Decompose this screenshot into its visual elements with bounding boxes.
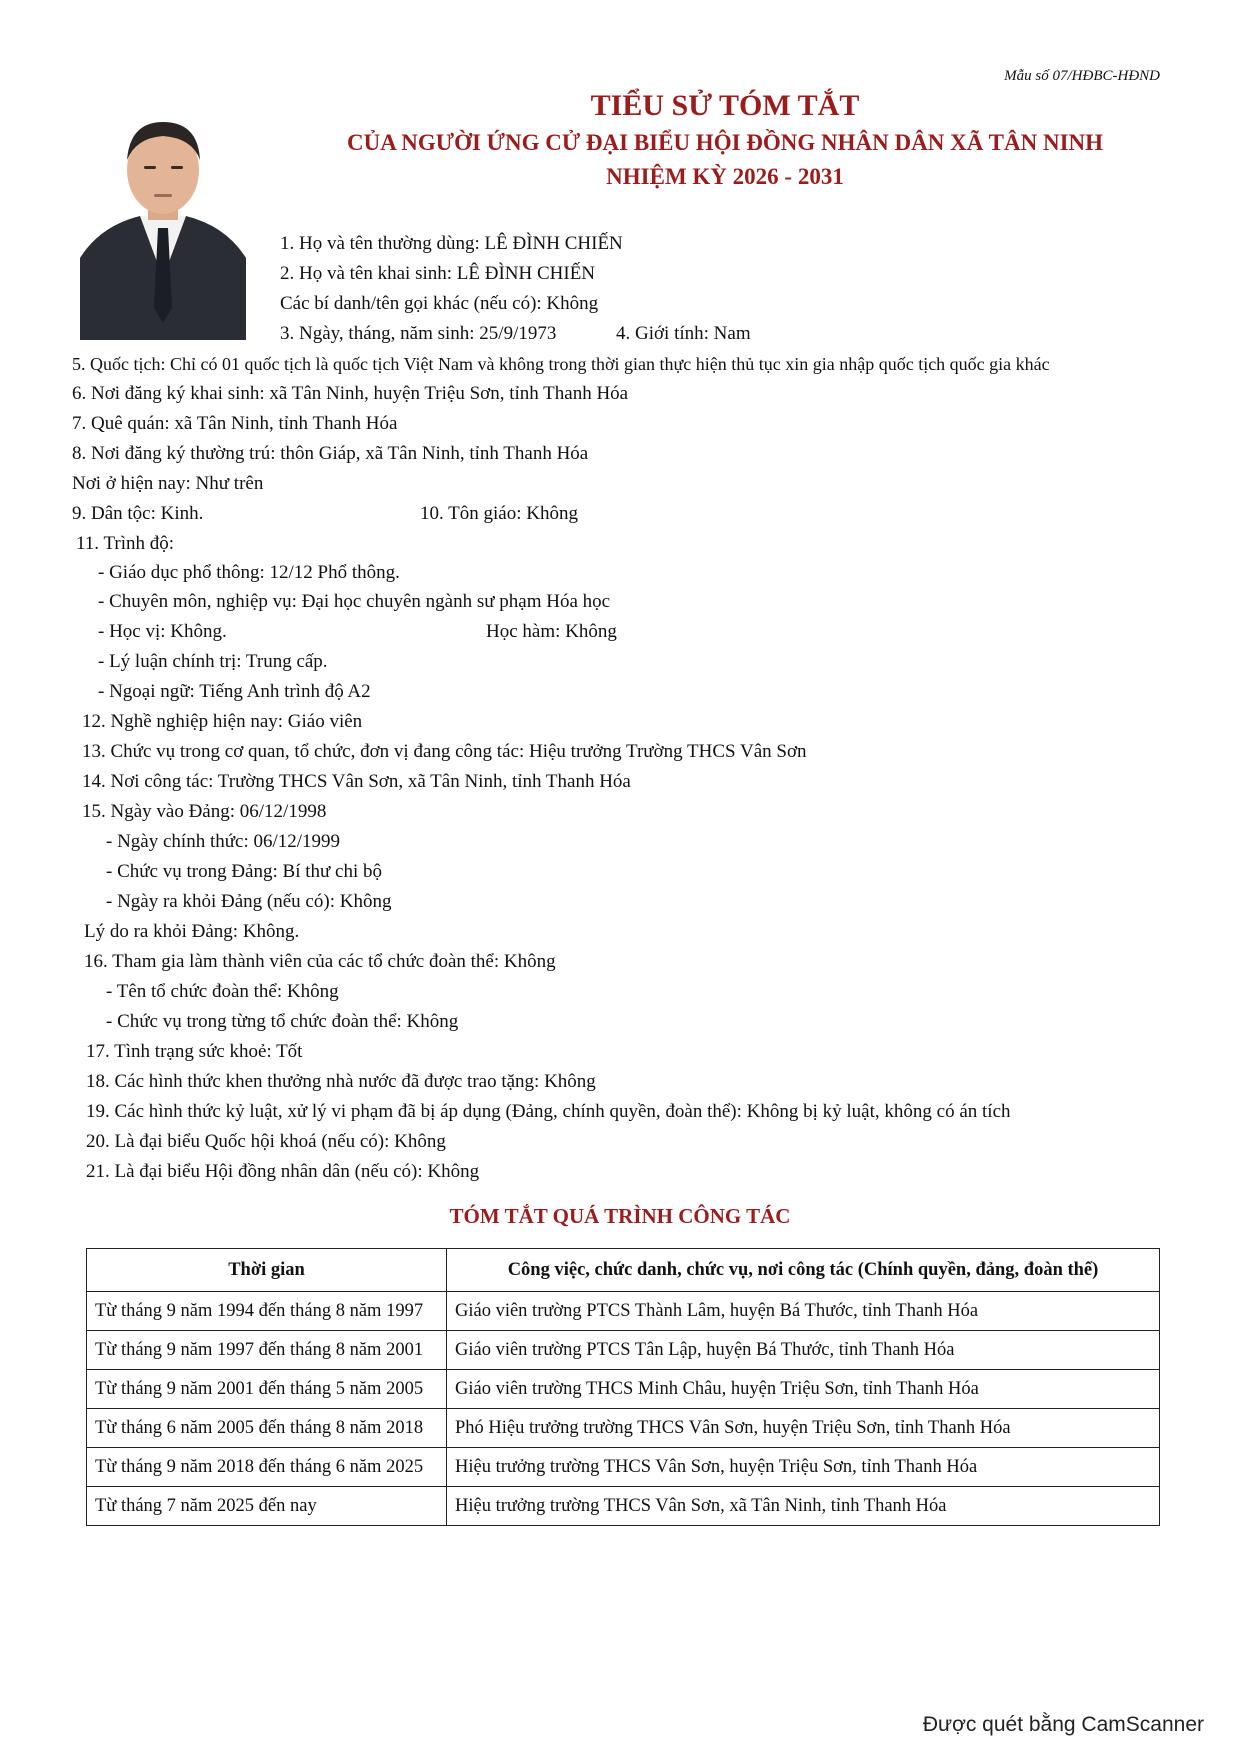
table-row [87,1409,1160,1448]
field-party-leave-date: - Ngày ra khỏi Đảng (nếu có): Không [106,891,392,912]
column-header-period: Thời gian [87,1249,447,1292]
table-row [87,1292,1160,1331]
cell-role: Phó Hiệu trưởng trường THCS Vân Sơn, huyện Triệu Sơn, tỉnh Thanh Hóa [447,1409,1160,1448]
document-subtitle: CỦA NGƯỜI ỨNG CỬ ĐẠI BIỂU HỘI ĐỒNG NHÂN DÂN XÃ TÂN NINH [346,130,1104,155]
field-academic-title: Học hàm: Không [486,621,617,642]
field-political-theory: - Lý luận chính trị: Trung cấp. [98,651,328,672]
cell-role: Giáo viên trường PTCS Tân Lập, huyện Bá Thước, tỉnh Thanh Hóa [447,1331,1160,1370]
field-birth-name: 2. Họ và tên khai sinh: LÊ ĐÌNH CHIẾN [280,263,596,284]
cell-period: Từ tháng 6 năm 2005 đến tháng 8 năm 2018 [87,1409,447,1448]
candidate-portrait [80,108,246,340]
cell-role: Hiệu trưởng trường THCS Vân Sơn, xã Tân Ninh, tỉnh Thanh Hóa [447,1487,1160,1526]
field-common-name: 1. Họ và tên thường dùng: LÊ ĐÌNH CHIẾN [280,233,623,254]
field-position: 13. Chức vụ trong cơ quan, tổ chức, đơn vị đang công tác: Hiệu trưởng Trường THCS Vân Sơn [82,741,807,762]
field-ethnicity: 9. Dân tộc: Kinh. [72,503,204,524]
work-history-table [86,1248,1160,1526]
field-nationality: 5. Quốc tịch: Chỉ có 01 quốc tịch là quốc tịch Việt Nam và không trong thời gian thực hiện thủ tục xin gia nhập quốc tịch quốc gia khác [72,354,1050,374]
cell-period: Từ tháng 9 năm 2001 đến tháng 5 năm 2005 [87,1370,447,1409]
table-header-row [87,1249,1160,1292]
field-peoples-council: 21. Là đại biểu Hội đồng nhân dân (nếu có): Không [86,1161,480,1182]
field-occupation: 12. Nghề nghiệp hiện nay: Giáo viên [82,711,363,732]
cell-role: Giáo viên trường PTCS Thành Lâm, huyện Bá Thước, tỉnh Thanh Hóa [447,1292,1160,1331]
table-row [87,1448,1160,1487]
field-organizations: 16. Tham gia làm thành viên của các tổ chức đoàn thể: Không [84,951,556,972]
document-header [250,86,1200,194]
field-aliases: Các bí danh/tên gọi khác (nếu có): Không [280,293,599,314]
field-foreign-language: - Ngoại ngữ: Tiếng Anh trình độ A2 [98,681,371,702]
field-gender: 4. Giới tính: Nam [616,323,751,344]
field-hometown: 7. Quê quán: xã Tân Ninh, tỉnh Thanh Hóa [72,413,398,434]
cell-period: Từ tháng 9 năm 1997 đến tháng 8 năm 2001 [87,1331,447,1370]
work-history-title: TÓM TẮT QUÁ TRÌNH CÔNG TÁC [449,1204,791,1228]
field-workplace: 14. Nơi công tác: Trường THCS Vân Sơn, xã Tân Ninh, tỉnh Thanh Hóa [82,771,631,792]
column-header-role: Công việc, chức danh, chức vụ, nơi công tác (Chính quyền, đảng, đoàn thể) [447,1249,1160,1292]
field-health: 17. Tình trạng sức khoẻ: Tốt [86,1041,303,1062]
form-number: Mẫu số 07/HĐBC-HĐND [1004,68,1160,84]
cell-role: Giáo viên trường THCS Minh Châu, huyện Triệu Sơn, tỉnh Thanh Hóa [447,1370,1160,1409]
cell-role: Hiệu trưởng trường THCS Vân Sơn, huyện Triệu Sơn, tỉnh Thanh Hóa [447,1448,1160,1487]
table-row [87,1331,1160,1370]
field-party-leave-reason: Lý do ra khỏi Đảng: Không. [84,921,300,942]
field-academic-degree: - Học vị: Không. [98,621,227,642]
field-organization-name: - Tên tổ chức đoàn thể: Không [106,981,339,1002]
field-discipline: 19. Các hình thức kỷ luật, xử lý vi phạm đã bị áp dụng (Đảng, chính quyền, đoàn thể): Không bị kỷ luật, không có án tích [86,1101,1011,1122]
field-general-education: - Giáo dục phổ thông: 12/12 Phổ thông. [98,562,400,583]
cell-period: Từ tháng 9 năm 2018 đến tháng 6 năm 2025 [87,1448,447,1487]
field-national-assembly: 20. Là đại biểu Quốc hội khoá (nếu có): Không [86,1131,446,1152]
cell-period: Từ tháng 7 năm 2025 đến nay [87,1487,447,1526]
field-current-residence: Nơi ở hiện nay: Như trên [72,473,264,494]
field-permanent-residence: 8. Nơi đăng ký thường trú: thôn Giáp, xã Tân Ninh, tỉnh Thanh Hóa [72,443,589,464]
document-term: NHIỆM KỲ 2026 - 2031 [606,164,844,189]
field-date-of-birth: 3. Ngày, tháng, năm sinh: 25/9/1973 [280,323,557,344]
field-religion: 10. Tôn giáo: Không [420,503,578,524]
scanner-watermark: Được quét bằng CamScanner [922,1713,1204,1736]
field-professional-qualification: - Chuyên môn, nghiệp vụ: Đại học chuyên ngành sư phạm Hóa học [98,591,611,612]
cell-period: Từ tháng 9 năm 1994 đến tháng 8 năm 1997 [87,1292,447,1331]
table-row [87,1370,1160,1409]
field-birth-registration: 6. Nơi đăng ký khai sinh: xã Tân Ninh, huyện Triệu Sơn, tỉnh Thanh Hóa [72,383,629,404]
field-party-official-date: - Ngày chính thức: 06/12/1999 [106,831,341,852]
table-row [87,1487,1160,1526]
field-awards: 18. Các hình thức khen thưởng nhà nước đã được trao tặng: Không [86,1071,596,1092]
document-title: TIỂU SỬ TÓM TẮT [590,89,860,122]
field-education-heading: 11. Trình độ: [76,533,175,554]
field-party-position: - Chức vụ trong Đảng: Bí thư chi bộ [106,861,383,882]
field-organization-role: - Chức vụ trong từng tổ chức đoàn thể: Không [106,1011,459,1032]
field-party-join-date: 15. Ngày vào Đảng: 06/12/1998 [82,801,327,822]
